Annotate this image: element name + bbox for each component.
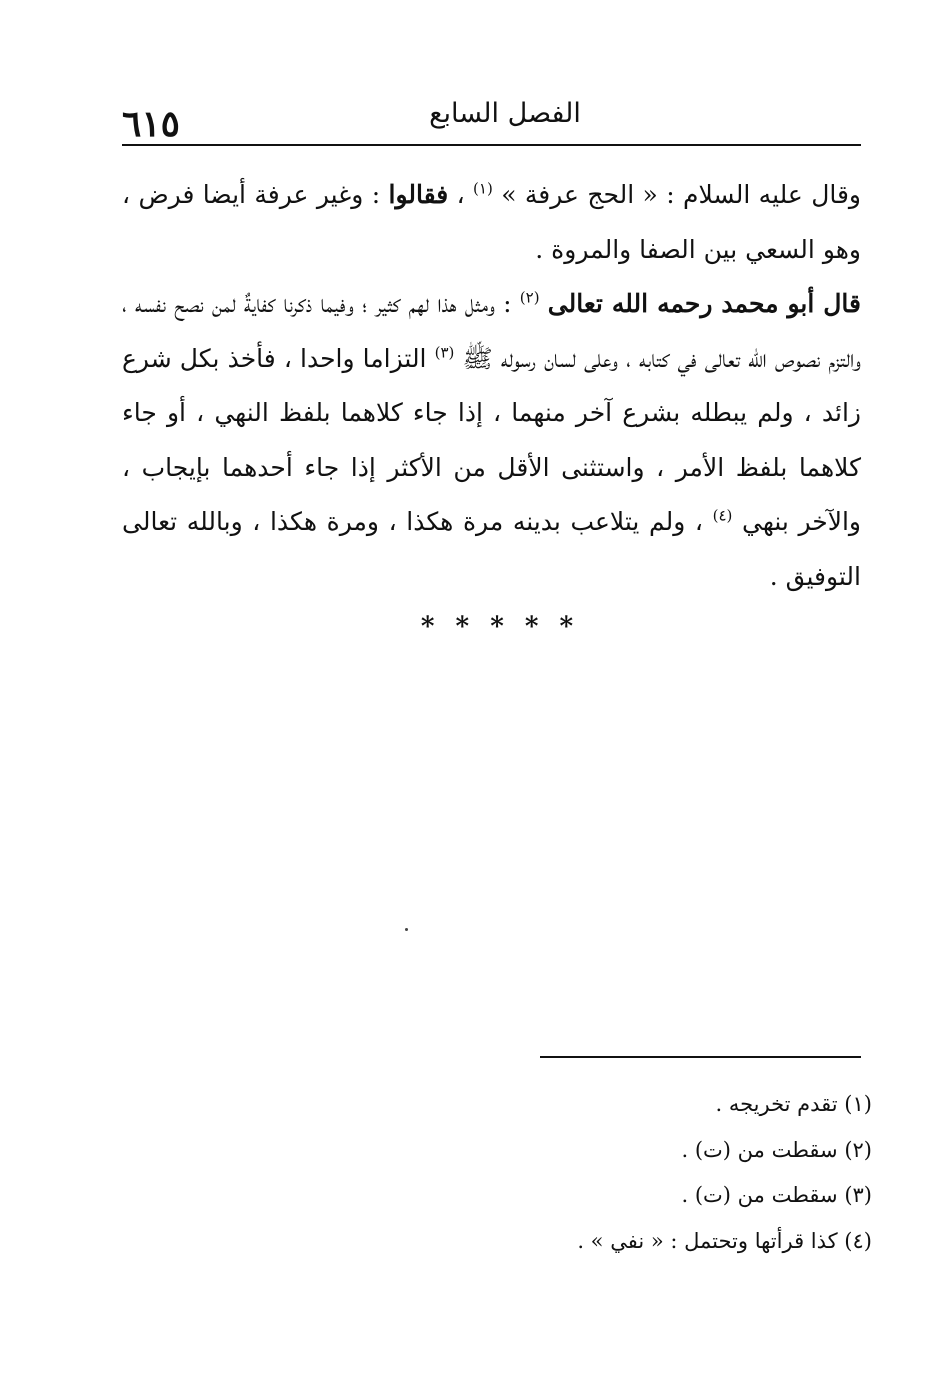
footnote-3: (٣) سقطت من (ت) .: [681, 1183, 872, 1207]
paragraph-2-text-b: التزاما واحدا ، فأخذ بكل شرع زائد ، ولم يبطله بشرع آخر منهما ، إذا جاء كلاهما بلفظ النهي ، أو جاء كلاهما بلفظ الأمر ، واستثنى الأقل من الأكثر إذا جاء أحدهما بإيجاب ، والآخر بنهي: [122, 343, 861, 536]
print-speck: [405, 928, 408, 931]
paragraph-2: [122, 277, 861, 604]
body-text: [122, 168, 861, 604]
footnotes-list: [500, 1082, 872, 1264]
footnote-rule: [540, 1056, 861, 1058]
paragraph-1-text-b: ،: [448, 180, 474, 209]
paragraph-1: [122, 168, 861, 277]
paragraph-2-speaker: قال أبو محمد رحمه الله تعالى: [547, 289, 862, 318]
paragraph-2-text-a: : ومثل هذا لهم كثير ؛ وفيما ذكرنا كفايةٌ لمن نصح نفسه ، والتزم نصوص الله تعالى في كتابه ، وعلى لسان رسوله ﷺ: [122, 289, 861, 373]
footnote-ref-3: (٣): [434, 343, 455, 362]
footnote-ref-1: (١): [473, 179, 493, 198]
page-number: ٦١٥: [122, 103, 181, 145]
paragraph-1-text-c: : وغير عرفة أيضا فرض ، وهو السعي بين الصفا والمروة .: [122, 180, 861, 264]
footnote-ref-4: (٤): [712, 506, 733, 525]
footnote-2: (٢) سقطت من (ت) .: [681, 1137, 872, 1162]
paragraph-1-text-a: وقال عليه السلام : « الحج عرفة »: [492, 180, 861, 209]
paragraph-1-bold-word: فقالوا: [388, 180, 449, 209]
footnote-1: (١) تقدم تخريجه .: [715, 1092, 872, 1116]
header-rule: [122, 144, 861, 146]
section-separator: * * * * *: [420, 612, 580, 642]
footnote-4: (٤) كذا قرأتها وتحتمل : « نفي » .: [577, 1228, 872, 1253]
chapter-title: الفصل السابع: [429, 98, 581, 129]
footnote-ref-2: (٢): [519, 288, 540, 307]
paragraph-2-text-c: ، ولم يتلاعب بدينه مرة هكذا ، ومرة هكذا ، وبالله تعالى التوفيق .: [122, 507, 861, 591]
